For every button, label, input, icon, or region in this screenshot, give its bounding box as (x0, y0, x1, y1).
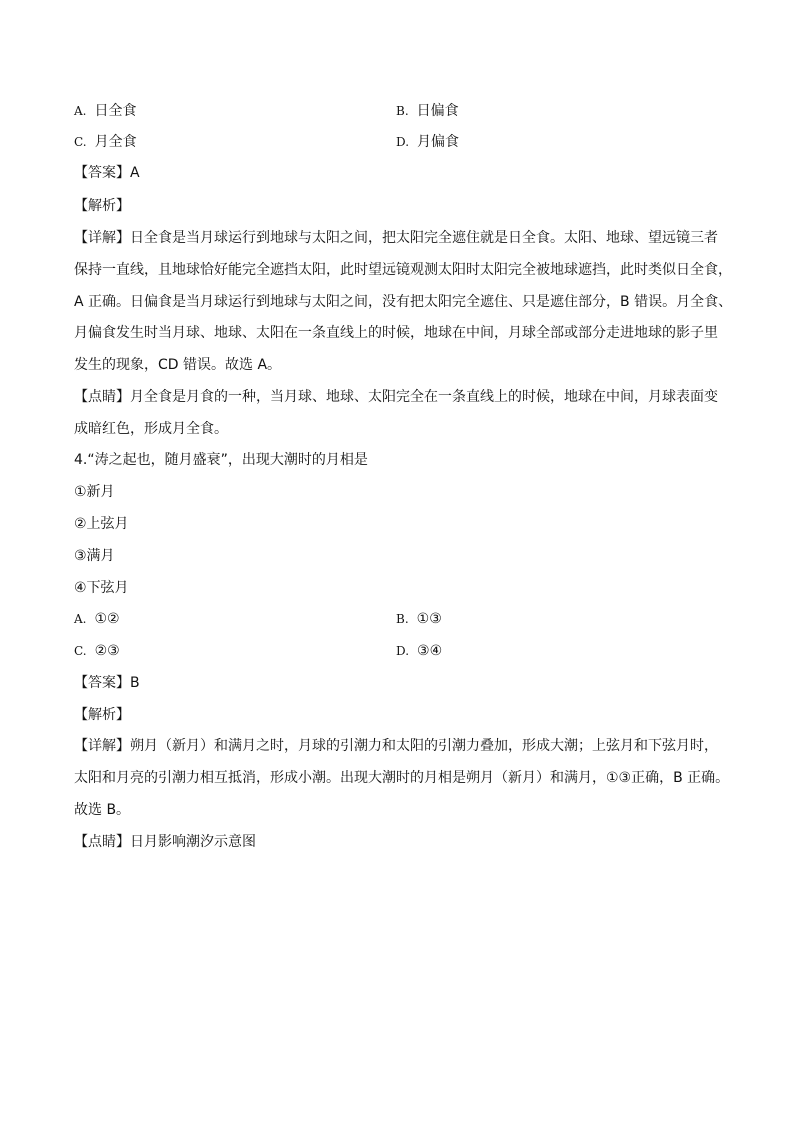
q3-detail-line-2: 保持一直线，且地球恰好能完全遮挡太阳，此时望远镜观测太阳时太阳完全被地球遮挡，此时类似日全食， (74, 262, 732, 278)
q4-detail-line-3: 故选 B。 (74, 802, 131, 818)
q3-option-a[interactable]: A. 日全食 (74, 103, 137, 119)
q4-comment: 【点睛】日月影响潮汐示意图 (74, 834, 256, 850)
q4-item-1: ①新月 (74, 484, 115, 500)
q4-options-row-2 (74, 641, 734, 661)
q4-options-row-1 (74, 609, 734, 629)
q3-detail-line-5: 发生的现象，CD 错误。故选 A。 (74, 357, 282, 373)
q3-option-b[interactable]: B. 日偏食 (396, 103, 459, 119)
q3-analysis-heading: 【解析】 (74, 198, 130, 214)
q4-option-c[interactable]: C. ②③ (74, 643, 120, 659)
q3-answer: 【答案】A (74, 165, 140, 181)
q3-options-row-2 (74, 132, 734, 152)
q3-option-c[interactable]: C. 月全食 (74, 134, 137, 150)
q3-options-row-1 (74, 101, 734, 121)
q3-option-d[interactable]: D. 月偏食 (396, 134, 460, 150)
q4-stem: 4.“涛之起也，随月盛衰”，出现大潮时的月相是 (74, 452, 368, 468)
q4-item-3: ③满月 (74, 548, 115, 564)
q4-item-2: ②上弦月 (74, 516, 129, 532)
q4-detail-line-1: 【详解】朔月（新月）和满月之时，月球的引潮力和太阳的引潮力叠加，形成大潮；上弦月和下弦月时， (74, 738, 718, 754)
q4-item-4: ④下弦月 (74, 580, 129, 596)
q3-detail-line-3: A 正确。日偏食是当月球运行到地球与太阳之间，没有把太阳完全遮住、只是遮住部分，B 错误。月全食、 (74, 294, 733, 310)
q4-option-d[interactable]: D. ③④ (396, 643, 443, 659)
q4-option-a[interactable]: A. ①② (74, 611, 120, 627)
q4-answer: 【答案】B (74, 675, 140, 691)
q3-comment-line-1: 【点睛】月全食是月食的一种，当月球、地球、太阳完全在一条直线上的时候，地球在中间，月球表面变 (74, 389, 718, 405)
q4-detail-line-2: 太阳和月亮的引潮力相互抵消，形成小潮。出现大潮时的月相是朔月（新月）和满月，①③正确，B 正确。 (74, 770, 730, 786)
q3-detail-line-4: 月偏食发生时当月球、地球、太阳在一条直线上的时候，地球在中间，月球全部或部分走进地球的影子里 (74, 325, 718, 341)
q3-comment-line-2: 成暗红色，形成月全食。 (74, 421, 228, 437)
q4-option-b[interactable]: B. ①③ (396, 611, 442, 627)
q4-analysis-heading: 【解析】 (74, 707, 130, 723)
q3-detail-line-1: 【详解】日全食是当月球运行到地球与太阳之间，把太阳完全遮住就是日全食。太阳、地球、望远镜三者 (74, 230, 718, 246)
